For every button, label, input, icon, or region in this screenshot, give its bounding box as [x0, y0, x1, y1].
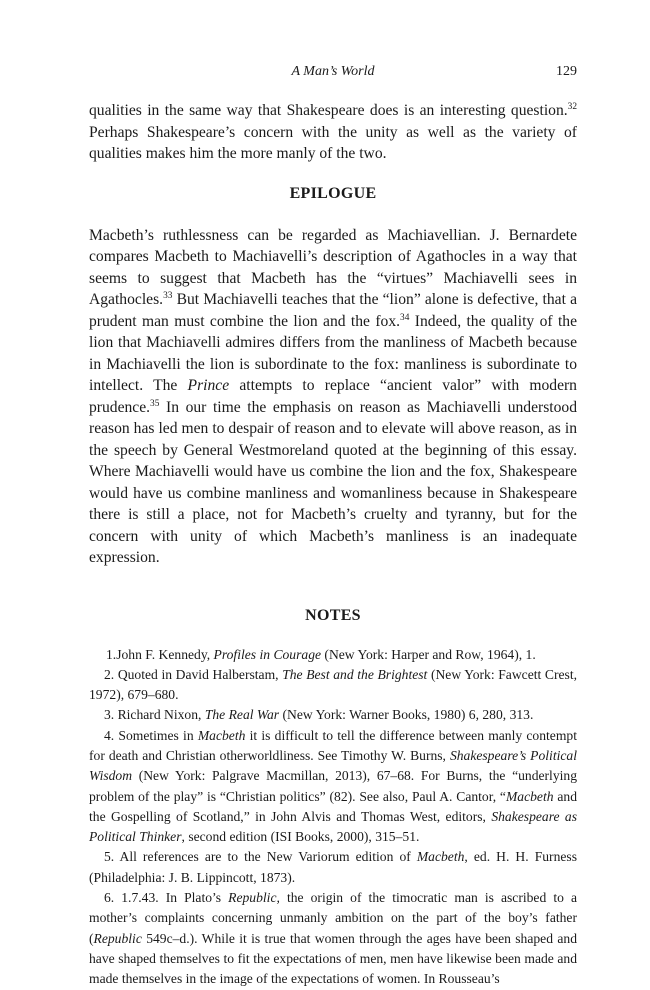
text-run: (New York: Harper and Row, 1964), 1.: [321, 646, 536, 662]
text-run: 6. 1.7.43. In Plato’s: [104, 890, 229, 906]
running-head: A Man’s World: [291, 64, 375, 79]
note-2: [89, 665, 577, 706]
text-run: Indeed, the quality of the lion that Machiavelli admires differs from the manliness of Macbeth because in Machiavelli the lion is subordinate to the fox: manliness is subordinate to intellect. The: [89, 312, 577, 394]
note-4: [89, 726, 577, 848]
epilogue-paragraph: [89, 225, 577, 569]
footnote-ref-34: 34: [400, 312, 410, 323]
text-run: 3. Richard Nixon,: [104, 707, 205, 723]
text-run: , ed. H. H. Furness (Philadelphia: J. B. Lippincott, 1873).: [89, 849, 577, 885]
text-run: Perhaps Shakespeare’s concern with the unity as well as the variety of qualities makes him the more manly of the two.: [89, 123, 577, 162]
text-run: 4. Sometimes in: [104, 727, 198, 743]
italic-title: Republic: [93, 930, 142, 946]
text-run: it is difficult to tell the difference between manly contempt for death and Christian otherworldliness. See Timothy W. Burns,: [89, 727, 577, 763]
italic-title: Republic,: [228, 890, 280, 906]
book-page: [89, 64, 577, 990]
text-run: 549c–d.). While it is true that women through the ages have been shaped and have shaped themselves to fit the expectations of men, men have likewise been made and made themselves in the image of the expectations of women. In Rousseau’s: [89, 930, 577, 987]
text-run: (New York: Palgrave Macmillan, 2013), 67–68. For Burns, the “underlying problem of the play” is “Christian politics” (82). See also, Paul A. Cantor, “: [89, 768, 577, 804]
italic-title: Macbeth: [505, 788, 554, 804]
intro-paragraph: [89, 100, 577, 165]
italic-title: Macbeth: [416, 849, 465, 865]
note-3: [89, 705, 577, 725]
italic-title: The Real War: [204, 707, 280, 723]
notes-heading: NOTES: [305, 606, 361, 624]
italic-title: Profiles in Courage: [213, 646, 322, 662]
italic-title: Shakespeare’s Political Wisdom: [89, 747, 577, 784]
notes-list: [89, 645, 577, 990]
note-6: [89, 888, 577, 989]
text-run: But Machiavelli teaches that the “lion” alone is defective, that a prudent man must combine the lion and the fox.: [89, 291, 577, 330]
footnote-ref-35: 35: [150, 398, 160, 409]
text-run: In our time the emphasis on reason as Machiavelli understood reason has led men to despair of reason and to elevate will above reason, as in the speech by General Westmoreland quoted at the beginning of this essay. Where Machiavelli would have us combine the lion and the fox, Shakespeare would have us combine manliness and womanliness because in Shakespeare there is still a place, not for Macbeth’s cruelty and tyranny, but for the concern with unity of which Macbeth’s manliness is an inadequate expression.: [89, 398, 577, 566]
text-run: (New York: Warner Books, 1980) 6, 280, 313.: [279, 707, 534, 723]
note-5: [89, 847, 577, 888]
note-1: [89, 645, 577, 665]
italic-title: Shakespeare as Political Thinker: [89, 808, 577, 845]
epilogue-heading: EPILOGUE: [289, 184, 377, 202]
text-run: and the Gospelling of Scotland,” in John Alvis and Thomas West, editors,: [89, 788, 577, 824]
italic-title: Macbeth: [197, 727, 246, 743]
text-run: (New York: Fawcett Crest, 1972), 679–680.: [89, 666, 577, 703]
text-run: 1.John F. Kennedy,: [106, 646, 214, 662]
footnote-ref-33: 33: [163, 291, 173, 301]
italic-title: Prince: [187, 377, 230, 394]
footnote-ref-32: 32: [567, 102, 577, 112]
text-run: the origin of the timocratic man is ascribed to a mother’s complaints concerning unmanly ambition on the part of the boy’s father (: [89, 890, 577, 946]
italic-title: The Best and the Brightest: [282, 666, 428, 682]
page-header: [89, 64, 577, 84]
text-run: , second edition (ISI Books, 2000), 315–51.: [181, 829, 420, 845]
text-run: Macbeth’s ruthlessness can be regarded as Machiavellian. J. Bernardete compares Macbeth to Machiavelli’s description of Agathocles in a way that seems to suggest that Macbeth has the “virtues” Machiavelli sees in Agathocles.: [89, 226, 577, 308]
text-run: qualities in the same way that Shakespeare does is an interesting question.: [89, 102, 568, 119]
text-run: attempts to replace “ancient valor” with modern prudence.: [89, 377, 577, 416]
text-run: 5. All references are to the New Variorum edition of: [104, 849, 417, 865]
page-number: 129: [556, 64, 577, 79]
text-run: 2. Quoted in David Halberstam,: [104, 666, 283, 682]
